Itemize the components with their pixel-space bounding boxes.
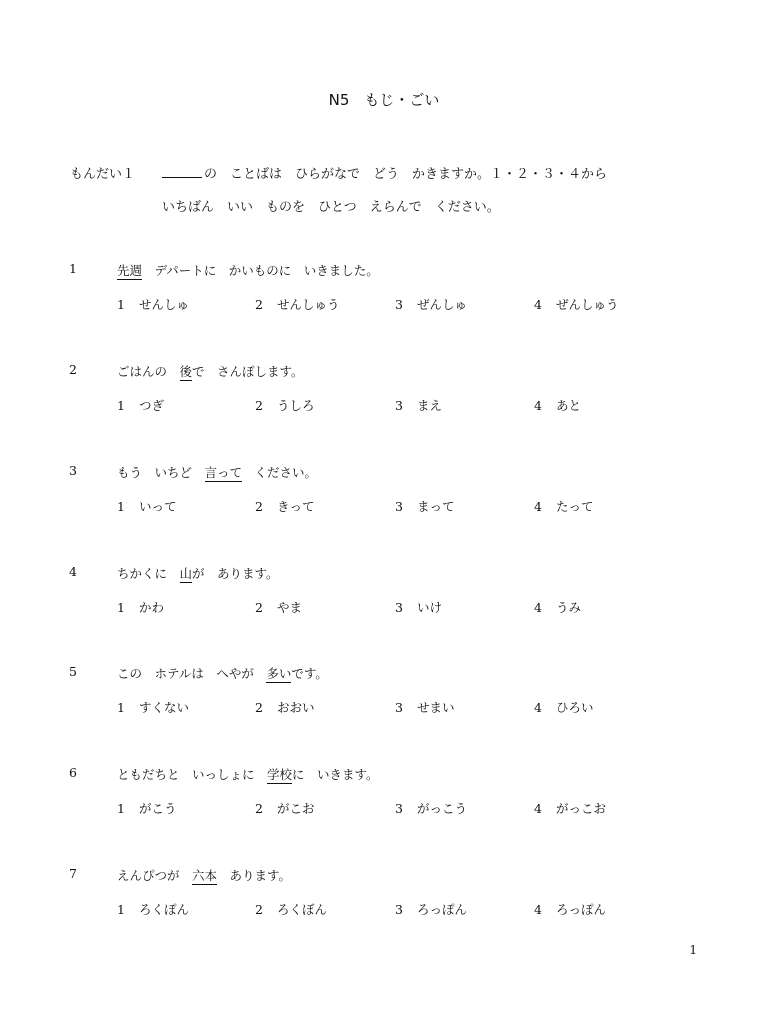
option-text: いって: [139, 499, 177, 514]
question-text-before: ちかくに: [117, 566, 180, 581]
question-number: 1: [69, 261, 77, 276]
question-text-before: ともだちと いっしょに: [117, 767, 268, 782]
option-number: 3: [395, 700, 403, 715]
option-text: せんしゅ: [139, 297, 190, 312]
question-3: [69, 463, 709, 517]
answer-options: [69, 598, 709, 618]
question-text-after: デパートに かいものに いきました。: [142, 263, 379, 278]
option-text: つぎ: [139, 398, 165, 413]
answer-option-3[interactable]: [395, 900, 467, 918]
option-text: やま: [277, 600, 303, 615]
option-text: おおい: [277, 700, 315, 715]
option-text: ろっぽん: [417, 902, 468, 917]
option-text: がこう: [139, 801, 177, 816]
answer-option-3[interactable]: [395, 497, 455, 515]
question-text-after: あります。: [217, 868, 292, 883]
option-text: きって: [277, 499, 315, 514]
option-number: 3: [395, 297, 403, 312]
question-line: [69, 261, 709, 281]
page-title: N5 もじ・ごい: [328, 91, 440, 109]
instruction-line-2: いちばん いい ものを ひとつ えらんで ください。: [162, 200, 500, 215]
question-text-before: もう いちど: [117, 465, 205, 480]
question-text-after: で さんぽします。: [192, 364, 304, 379]
question-line: [69, 463, 709, 483]
answer-option-4[interactable]: [534, 698, 594, 716]
option-number: 4: [534, 600, 542, 615]
option-text: ろくぼん: [277, 902, 328, 917]
question-text-after: に いきます。: [292, 767, 379, 782]
answer-option-3[interactable]: [395, 698, 455, 716]
option-text: まって: [417, 499, 455, 514]
question-text: [117, 765, 379, 783]
answer-option-1[interactable]: [117, 295, 189, 313]
answer-option-4[interactable]: [534, 799, 606, 817]
question-text: [117, 261, 379, 279]
answer-option-2[interactable]: [255, 497, 315, 515]
underlined-word: 学校: [267, 767, 293, 782]
instructions: [70, 158, 730, 224]
answer-option-4[interactable]: [534, 497, 594, 515]
option-number: 1: [117, 499, 125, 514]
section-label: もんだい１: [70, 167, 136, 182]
option-number: 2: [255, 499, 263, 514]
answer-option-2[interactable]: [255, 396, 315, 414]
question-line: [69, 564, 709, 584]
question-number: 2: [69, 362, 77, 377]
answer-option-2[interactable]: [255, 295, 340, 313]
underlined-word: 先週: [117, 263, 143, 278]
question-text-after: が あります。: [192, 566, 279, 581]
option-number: 2: [255, 700, 263, 715]
question-text-before: この ホテルは へやが: [117, 666, 267, 681]
answer-option-2[interactable]: [255, 598, 302, 616]
answer-option-4[interactable]: [534, 396, 581, 414]
page-number: 1: [689, 943, 697, 957]
answer-option-2[interactable]: [255, 698, 315, 716]
option-number: 3: [395, 902, 403, 917]
question-text: [117, 362, 304, 380]
answer-options: [69, 900, 709, 920]
option-number: 2: [255, 398, 263, 413]
instruction-line-1: [70, 158, 730, 191]
option-text: うしろ: [277, 398, 315, 413]
answer-option-3[interactable]: [395, 295, 467, 313]
option-number: 1: [117, 297, 125, 312]
option-text: せまい: [417, 700, 455, 715]
question-text: [117, 564, 279, 582]
option-text: がこお: [277, 801, 315, 816]
answer-option-1[interactable]: [117, 497, 177, 515]
option-number: 1: [117, 398, 125, 413]
answer-option-4[interactable]: [534, 295, 619, 313]
question-number: 5: [69, 664, 77, 679]
question-number: 6: [69, 765, 77, 780]
option-text: すくない: [139, 700, 190, 715]
answer-option-3[interactable]: [395, 396, 442, 414]
question-text-before: ごはんの: [117, 364, 180, 379]
question-2: [69, 362, 709, 416]
option-text: うみ: [556, 600, 582, 615]
underlined-word: 多い: [266, 666, 292, 681]
answer-option-2[interactable]: [255, 900, 327, 918]
option-text: たって: [556, 499, 594, 514]
instruction-text-1: の ことばは ひらがなで どう かきますか。１・２・３・４から: [204, 167, 608, 182]
question-text-before: えんぴつが: [117, 868, 193, 883]
answer-option-1[interactable]: [117, 900, 189, 918]
answer-option-3[interactable]: [395, 799, 467, 817]
option-number: 3: [395, 398, 403, 413]
underlined-word: 言って: [204, 465, 243, 480]
option-number: 4: [534, 499, 542, 514]
question-line: [69, 362, 709, 382]
option-number: 2: [255, 801, 263, 816]
answer-options: [69, 698, 709, 718]
question-text-after: です。: [291, 666, 328, 681]
option-number: 4: [534, 700, 542, 715]
question-number: 4: [69, 564, 77, 579]
option-number: 1: [117, 600, 125, 615]
option-number: 3: [395, 801, 403, 816]
option-number: 4: [534, 902, 542, 917]
answer-option-1[interactable]: [117, 396, 164, 414]
option-text: がっこう: [417, 801, 468, 816]
question-line: [69, 765, 709, 785]
option-number: 3: [395, 499, 403, 514]
option-text: がっこお: [556, 801, 607, 816]
option-number: 4: [534, 801, 542, 816]
question-text: [117, 664, 328, 682]
option-text: かわ: [139, 600, 165, 615]
answer-options: [69, 497, 709, 517]
answer-options: [69, 396, 709, 416]
option-text: ぜんしゅ: [417, 297, 468, 312]
option-number: 4: [534, 297, 542, 312]
option-text: ぜんしゅう: [556, 297, 619, 312]
option-number: 2: [255, 902, 263, 917]
question-5: [69, 664, 709, 718]
underlined-word: 後: [179, 364, 193, 379]
answer-option-3[interactable]: [395, 598, 442, 616]
question-1: [69, 261, 709, 315]
answer-option-1[interactable]: [117, 799, 177, 817]
option-text: せんしゅう: [277, 297, 340, 312]
option-text: ろくぽん: [139, 902, 190, 917]
option-text: まえ: [417, 398, 443, 413]
option-text: いけ: [417, 600, 443, 615]
question-6: [69, 765, 709, 819]
question-text: [117, 463, 317, 481]
underlined-word: 山: [179, 566, 193, 581]
option-number: 2: [255, 297, 263, 312]
option-text: あと: [556, 398, 582, 413]
option-number: 1: [117, 902, 125, 917]
blank-line: [162, 167, 202, 178]
option-text: ひろい: [556, 700, 594, 715]
option-number: 1: [117, 700, 125, 715]
answer-options: [69, 295, 709, 315]
question-line: [69, 664, 709, 684]
option-number: 2: [255, 600, 263, 615]
question-text: [117, 866, 291, 884]
underlined-word: 六本: [192, 868, 218, 883]
option-number: 1: [117, 801, 125, 816]
question-text-after: ください。: [242, 465, 318, 480]
question-number: 7: [69, 866, 77, 881]
answer-option-4[interactable]: [534, 598, 581, 616]
answer-option-1[interactable]: [117, 598, 164, 616]
question-line: [69, 866, 709, 886]
option-number: 3: [395, 600, 403, 615]
question-4: [69, 564, 709, 618]
answer-option-2[interactable]: [255, 799, 315, 817]
option-number: 4: [534, 398, 542, 413]
question-7: [69, 866, 709, 920]
question-number: 3: [69, 463, 77, 478]
answer-option-4[interactable]: [534, 900, 606, 918]
answer-options: [69, 799, 709, 819]
answer-option-1[interactable]: [117, 698, 189, 716]
option-text: ろっぽん: [556, 902, 607, 917]
